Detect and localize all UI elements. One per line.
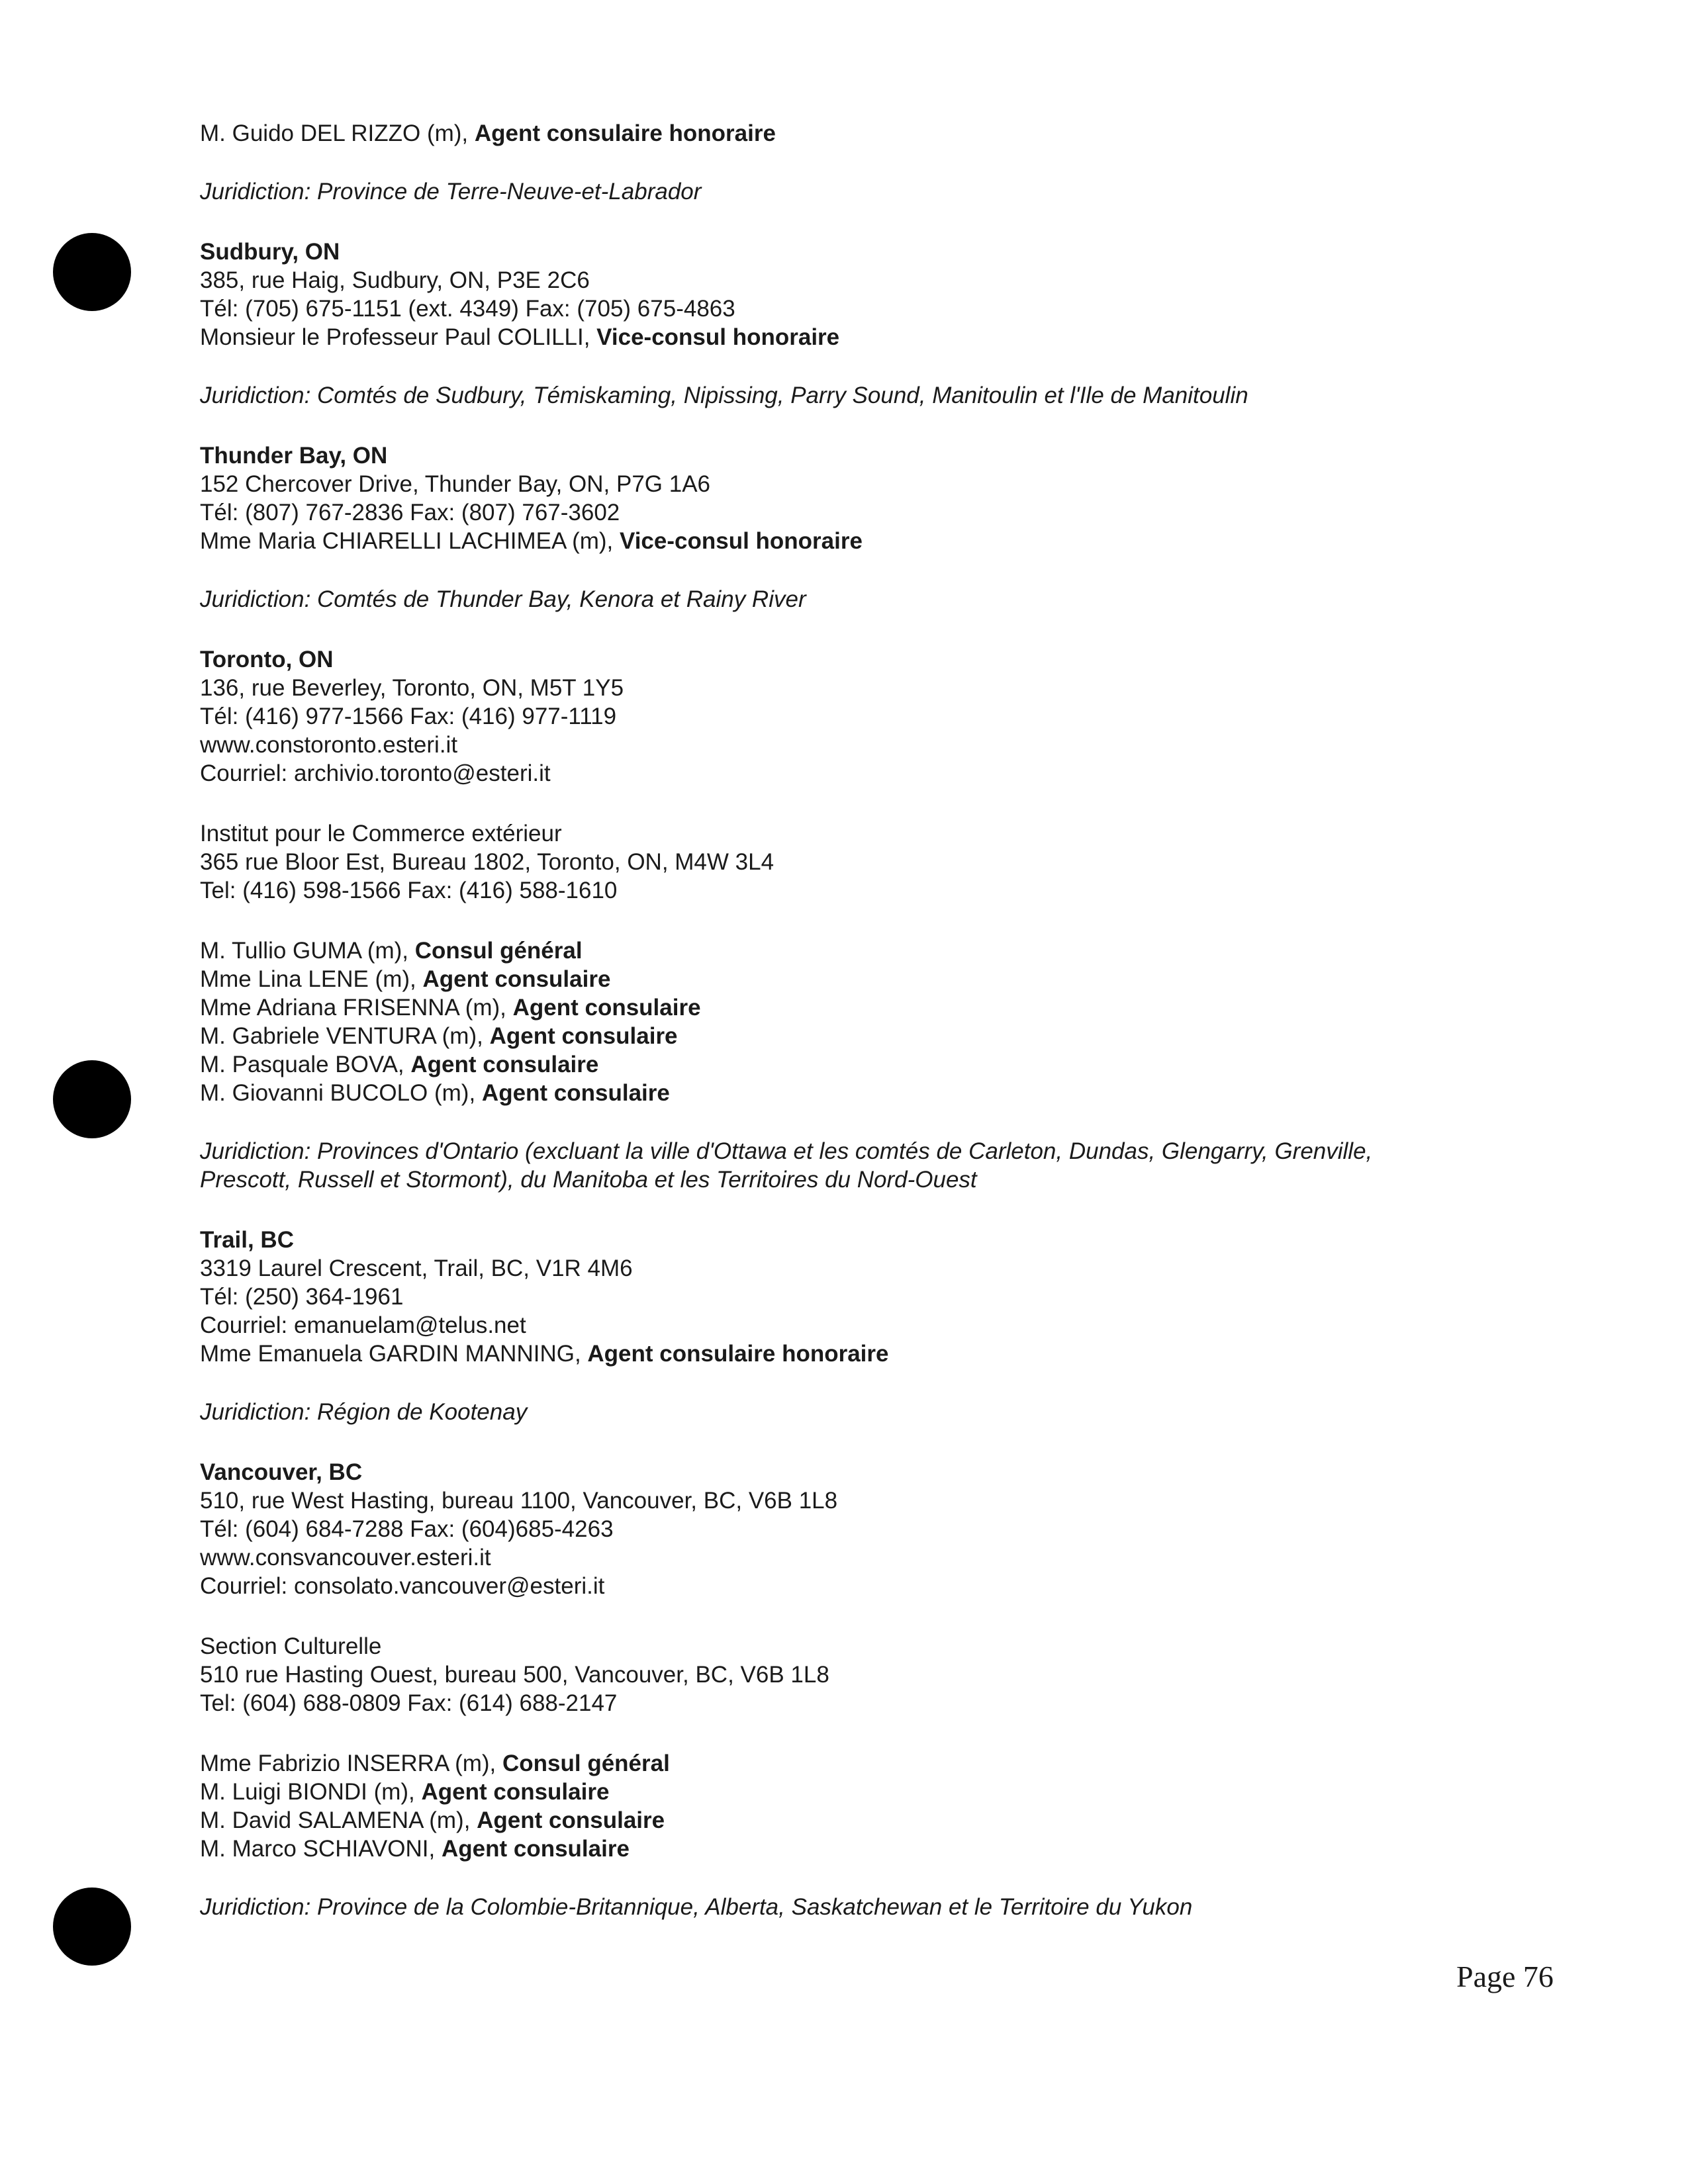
binder-hole-bottom bbox=[53, 1888, 131, 1966]
officer-line bbox=[200, 993, 1491, 1022]
officer-name: Mme Adriana FRISENNA (m), bbox=[200, 995, 513, 1021]
officer-line bbox=[200, 1835, 1491, 1863]
binder-hole-top bbox=[53, 233, 131, 311]
phone-fax: Tél: (807) 767-2836 Fax: (807) 767-3602 bbox=[200, 500, 620, 525]
officer-name: M. Gabriele VENTURA (m), bbox=[200, 1023, 490, 1049]
jurisdiction: Juridiction: Province de Terre-Neuve-et-Labrador bbox=[200, 179, 702, 205]
officer-line bbox=[200, 1749, 1491, 1778]
officer-name: M. Tullio GUMA (m), bbox=[200, 938, 415, 964]
section-phone: Tel: (604) 688-0809 Fax: (614) 688-2147 bbox=[200, 1690, 618, 1716]
officer-line bbox=[200, 1806, 1491, 1835]
officer-title: Agent consulaire bbox=[489, 1023, 678, 1049]
city-heading-trail: Trail, BC bbox=[200, 1227, 294, 1253]
address: 136, rue Beverley, Toronto, ON, M5T 1Y5 bbox=[200, 675, 624, 701]
officer-title: Agent consulaire bbox=[410, 1052, 599, 1077]
officer-line bbox=[200, 1340, 1491, 1368]
city-heading-sudbury: Sudbury, ON bbox=[200, 239, 340, 265]
officer-line bbox=[200, 323, 1491, 351]
address: 3319 Laurel Crescent, Trail, BC, V1R 4M6 bbox=[200, 1255, 633, 1281]
jurisdiction: Juridiction: Provinces d'Ontario (excluant la ville d'Ottawa et les comtés de Carleton, Dundas, Glengarry, Grenville, bbox=[200, 1138, 1373, 1164]
officer-title: Agent consulaire bbox=[481, 1080, 670, 1106]
officer-name: M. Luigi BIONDI (m), bbox=[200, 1779, 422, 1805]
email: Courriel: archivio.toronto@esteri.it bbox=[200, 760, 551, 786]
jurisdiction: Juridiction: Comtés de Thunder Bay, Kenora et Rainy River bbox=[200, 586, 806, 612]
officer-line bbox=[200, 1050, 1491, 1079]
address: 385, rue Haig, Sudbury, ON, P3E 2C6 bbox=[200, 267, 590, 293]
officer-title: Consul général bbox=[414, 938, 583, 964]
city-heading-vancouver: Vancouver, BC bbox=[200, 1459, 363, 1485]
officer-line bbox=[200, 1022, 1491, 1050]
institute-phone: Tel: (416) 598-1566 Fax: (416) 588-1610 bbox=[200, 878, 618, 903]
section-address: 510 rue Hasting Ouest, bureau 500, Vancouver, BC, V6B 1L8 bbox=[200, 1662, 829, 1688]
jurisdiction: Juridiction: Région de Kootenay bbox=[200, 1399, 528, 1425]
officer-name: M. Pasquale BOVA, bbox=[200, 1052, 411, 1077]
page-number: Page 76 bbox=[1456, 1960, 1554, 1993]
institute-name: Institut pour le Commerce extérieur bbox=[200, 821, 562, 846]
city-heading-toronto: Toronto, ON bbox=[200, 647, 334, 672]
officer-line bbox=[200, 119, 1491, 148]
document-body bbox=[200, 119, 1491, 1921]
officer-line bbox=[200, 1079, 1491, 1107]
officer-name: Mme Lina LENE (m), bbox=[200, 966, 423, 992]
email: Courriel: consolato.vancouver@esteri.it bbox=[200, 1573, 605, 1599]
institute-address: 365 rue Bloor Est, Bureau 1802, Toronto, ON, M4W 3L4 bbox=[200, 849, 774, 875]
officer-title: Agent consulaire bbox=[477, 1807, 665, 1833]
city-heading-thunder-bay: Thunder Bay, ON bbox=[200, 443, 388, 469]
phone-fax: Tél: (416) 977-1566 Fax: (416) 977-1119 bbox=[200, 704, 617, 729]
officer-name: Mme Maria CHIARELLI LACHIMEA (m), bbox=[200, 528, 620, 554]
address: 152 Chercover Drive, Thunder Bay, ON, P7G 1A6 bbox=[200, 471, 711, 497]
officer-title: Vice-consul honoraire bbox=[596, 324, 840, 350]
website: www.consvancouver.esteri.it bbox=[200, 1545, 491, 1570]
website: www.constoronto.esteri.it bbox=[200, 732, 458, 758]
phone-fax: Tél: (604) 684-7288 Fax: (604)685-4263 bbox=[200, 1516, 614, 1542]
officer-name: Monsieur le Professeur Paul COLILLI, bbox=[200, 324, 597, 350]
jurisdiction-continued: Prescott, Russell et Stormont), du Manitoba et les Territoires du Nord-Ouest bbox=[200, 1167, 977, 1193]
officer-title: Vice-consul honoraire bbox=[620, 528, 863, 554]
officer-name: Mme Fabrizio INSERRA (m), bbox=[200, 1751, 502, 1776]
phone: Tél: (250) 364-1961 bbox=[200, 1284, 404, 1310]
officer-title: Agent consulaire bbox=[512, 995, 701, 1021]
email: Courriel: emanuelam@telus.net bbox=[200, 1312, 526, 1338]
address: 510, rue West Hasting, bureau 1100, Vancouver, BC, V6B 1L8 bbox=[200, 1488, 838, 1514]
officer-name: Mme Emanuela GARDIN MANNING, bbox=[200, 1341, 588, 1367]
officer-line bbox=[200, 1778, 1491, 1806]
officer-name: M. Giovanni BUCOLO (m), bbox=[200, 1080, 482, 1106]
officer-title: Agent consulaire bbox=[441, 1836, 630, 1862]
officer-title: Consul général bbox=[502, 1751, 670, 1776]
officer-title: Agent consulaire bbox=[421, 1779, 610, 1805]
officer-line bbox=[200, 965, 1491, 993]
officer-name: M. Guido DEL RIZZO (m), bbox=[200, 120, 475, 146]
section-name: Section Culturelle bbox=[200, 1633, 382, 1659]
jurisdiction: Juridiction: Province de la Colombie-Britannique, Alberta, Saskatchewan et le Territoire du Yukon bbox=[200, 1894, 1193, 1920]
officer-title: Agent consulaire honoraire bbox=[474, 120, 776, 146]
phone-fax: Tél: (705) 675-1151 (ext. 4349) Fax: (705) 675-4863 bbox=[200, 296, 735, 322]
officer-line bbox=[200, 527, 1491, 555]
officer-name: M. David SALAMENA (m), bbox=[200, 1807, 477, 1833]
jurisdiction: Juridiction: Comtés de Sudbury, Témiskaming, Nipissing, Parry Sound, Manitoulin et l'Ile de Manitoulin bbox=[200, 383, 1248, 408]
officer-title: Agent consulaire bbox=[422, 966, 611, 992]
officer-line bbox=[200, 936, 1491, 965]
binder-hole-middle bbox=[53, 1060, 131, 1138]
officer-name: M. Marco SCHIAVONI, bbox=[200, 1836, 442, 1862]
officer-title: Agent consulaire honoraire bbox=[587, 1341, 889, 1367]
